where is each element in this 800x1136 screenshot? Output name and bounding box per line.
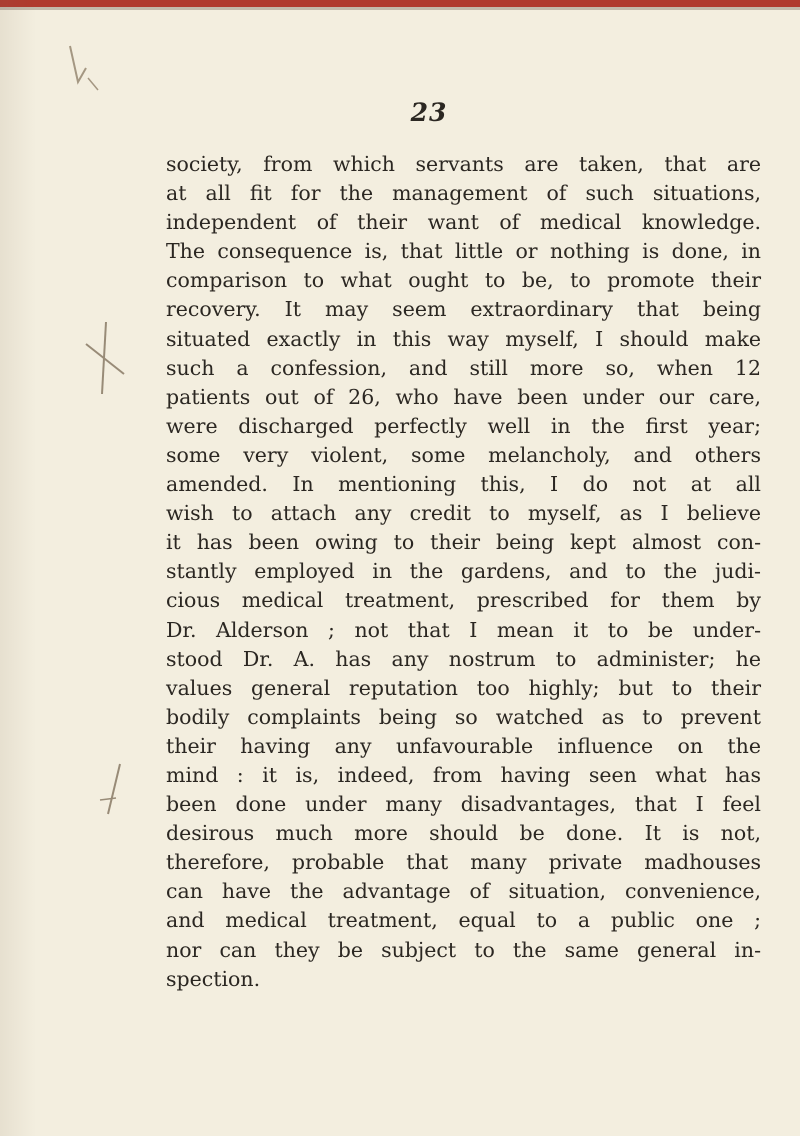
text-line: comparison to what ought to be, to promote their (166, 268, 761, 293)
text-line: mind : it is, indeed, from having seen what has (166, 762, 761, 787)
text-line: stantly employed in the gardens, and to the judi- (166, 559, 761, 584)
margin-slash-mark-icon (94, 760, 134, 820)
text-line: amended. In mentioning this, I do not at all (166, 472, 761, 497)
text-line: cious medical treatment, prescribed for them by (166, 588, 761, 613)
text-line: such a confession, and still more so, when 12 (166, 355, 761, 380)
text-line: desirous much more should be done. It is not, (166, 821, 761, 846)
top-edge-shadow (0, 7, 800, 10)
text-line: stood Dr. A. has any nostrum to administer; he (166, 646, 761, 671)
text-line: situated exactly in this way myself, I should make (166, 326, 761, 351)
text-line: been done under many disadvantages, that I feel (166, 792, 761, 817)
text-line: some very violent, some melancholy, and others (166, 442, 761, 467)
text-line: bodily complaints being so watched as to prevent (166, 704, 761, 729)
gutter-shadow (0, 0, 36, 1136)
text-line: their having any unfavourable influence on the (166, 733, 761, 758)
text-line: patients out of 26, who have been under our care, (166, 384, 761, 409)
text-line: were discharged perfectly well in the first year; (166, 413, 761, 438)
text-line: it has been owing to their being kept almost con- (166, 530, 761, 555)
text-line: at all fit for the management of such situations, (166, 181, 761, 206)
text-line: wish to attach any credit to myself, as I believe (166, 501, 761, 526)
page-number (0, 98, 800, 127)
text-line: society, from which servants are taken, that are (166, 152, 761, 176)
text-line: recovery. It may seem extraordinary that being (166, 297, 761, 322)
text-line: values general reputation too highly; but to their (166, 675, 761, 700)
text-line: spection. (166, 966, 261, 991)
text-line: nor can they be subject to the same general in- (166, 937, 761, 962)
text-line: can have the advantage of situation, convenience, (166, 879, 761, 904)
top-edge-rule (0, 0, 800, 7)
text-line: The consequence is, that little or nothing is done, in (166, 239, 761, 264)
body-text (166, 150, 761, 994)
text-line: independent of their want of medical knowledge. (166, 210, 761, 235)
page-number-text: 23 (410, 98, 448, 127)
text-line: Dr. Alderson ; not that I mean it to be under- (166, 617, 761, 642)
text-line: and medical treatment, equal to a public one ; (166, 908, 761, 933)
margin-x-mark-icon (80, 318, 130, 398)
text-line: therefore, probable that many private madhouses (166, 850, 761, 875)
